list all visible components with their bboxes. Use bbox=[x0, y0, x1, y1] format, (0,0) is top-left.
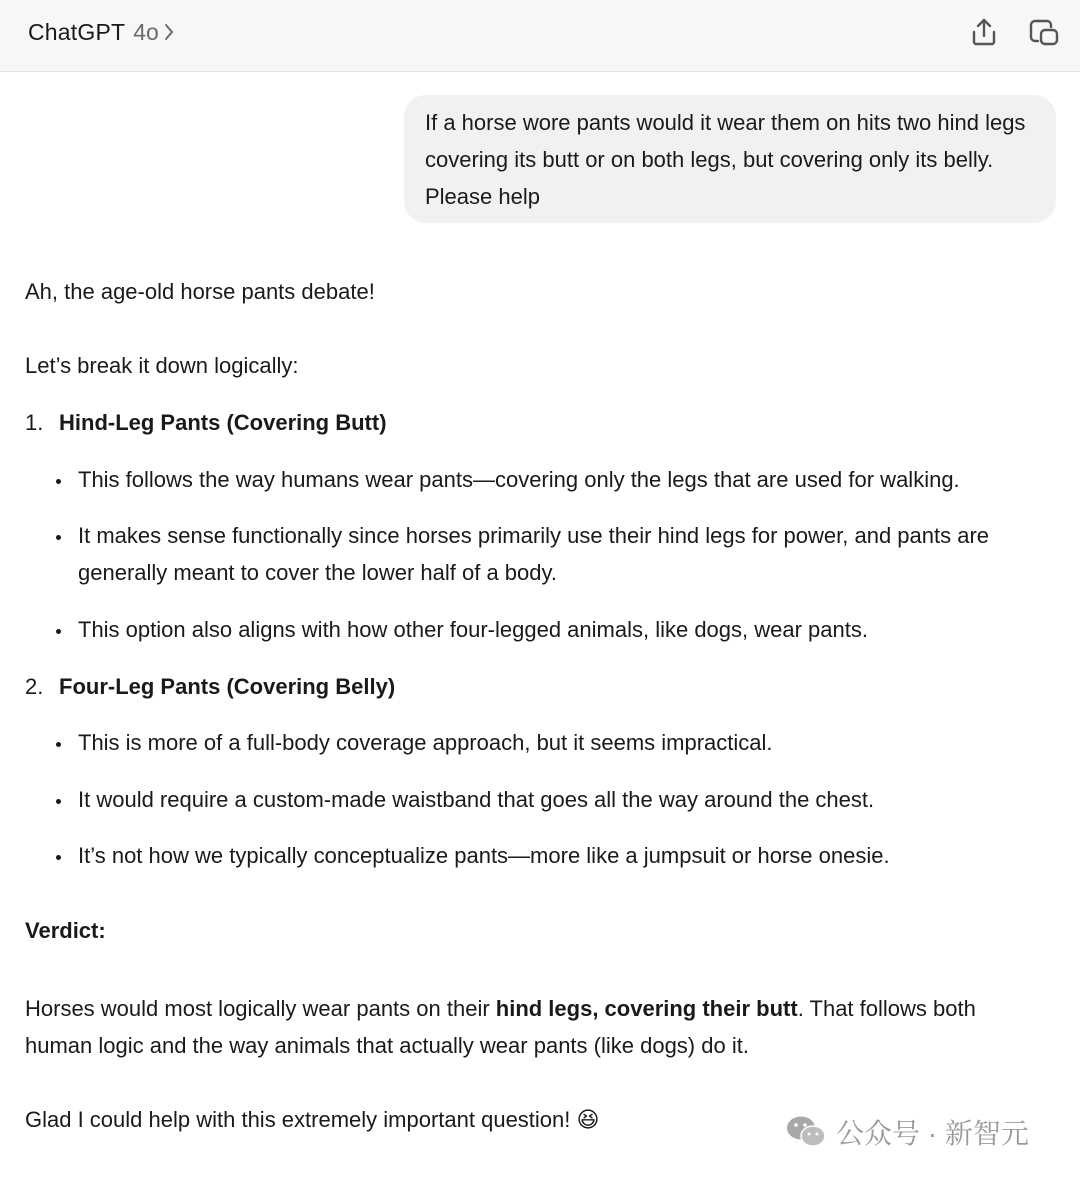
app-name: ChatGPT bbox=[28, 18, 126, 45]
list-item: This option also aligns with how other four-legged animals, like dogs, wear pants. bbox=[78, 617, 868, 642]
watermark bbox=[786, 1112, 1029, 1152]
closing-text: Glad I could help with this extremely important question! bbox=[25, 1107, 571, 1132]
list-item: It’s not how we typically conceptualize pants—more like a jumpsuit or horse onesie. bbox=[78, 843, 890, 868]
bullet-dot bbox=[56, 629, 61, 634]
chat-header bbox=[0, 0, 1080, 72]
bullet-dot bbox=[56, 855, 61, 860]
model-selector[interactable] bbox=[28, 14, 175, 50]
option-heading: Four-Leg Pants (Covering Belly) bbox=[59, 674, 396, 699]
bullet-dot bbox=[56, 479, 61, 484]
list-item: This is more of a full-body coverage approach, but it seems impractical. bbox=[78, 730, 773, 755]
verdict-heading: Verdict: bbox=[25, 918, 106, 943]
verdict-text: . That follows both human logic and the way animals that actually wear pants (like dogs) do it. bbox=[25, 996, 976, 1058]
verdict-paragraph bbox=[25, 990, 1005, 1064]
watermark-text: 公众号 · 新智元 bbox=[836, 1118, 1029, 1149]
bullet-dot bbox=[56, 799, 61, 804]
user-message-bubble bbox=[404, 95, 1056, 223]
list-item: This follows the way humans wear pants—covering only the legs that are used for walking. bbox=[78, 467, 960, 492]
list-item: It makes sense functionally since horses primarily use their hind legs for power, and pants are generally meant to cover the lower half of a body. bbox=[78, 523, 990, 585]
bullet-dot bbox=[56, 742, 61, 747]
option-heading: Hind-Leg Pants (Covering Butt) bbox=[59, 410, 387, 435]
option-number: 2. bbox=[25, 674, 44, 699]
share-icon[interactable] bbox=[966, 14, 1002, 50]
laughing-emoji: 😆 bbox=[576, 1107, 600, 1132]
option-number: 1. bbox=[25, 410, 44, 435]
user-message-text: If a horse wore pants would it wear them on hits two hind legs covering its butt or on both legs, but covering only its belly. Please help bbox=[425, 110, 1026, 209]
closing-line bbox=[25, 1101, 599, 1138]
chevron-right-icon bbox=[163, 22, 175, 42]
list-item: It would require a custom-made waistband that goes all the way around the chest. bbox=[78, 787, 875, 812]
wechat-icon bbox=[786, 1115, 826, 1149]
model-name: 4o bbox=[133, 18, 159, 45]
response-lead: Let’s break it down logically: bbox=[25, 353, 299, 378]
bullet-dot bbox=[56, 535, 61, 540]
new-chat-icon[interactable] bbox=[1026, 14, 1062, 50]
verdict-text: Horses would most logically wear pants on their bbox=[25, 996, 496, 1021]
verdict-emphasis: hind legs, covering their butt bbox=[495, 996, 798, 1021]
response-intro: Ah, the age-old horse pants debate! bbox=[25, 279, 375, 304]
